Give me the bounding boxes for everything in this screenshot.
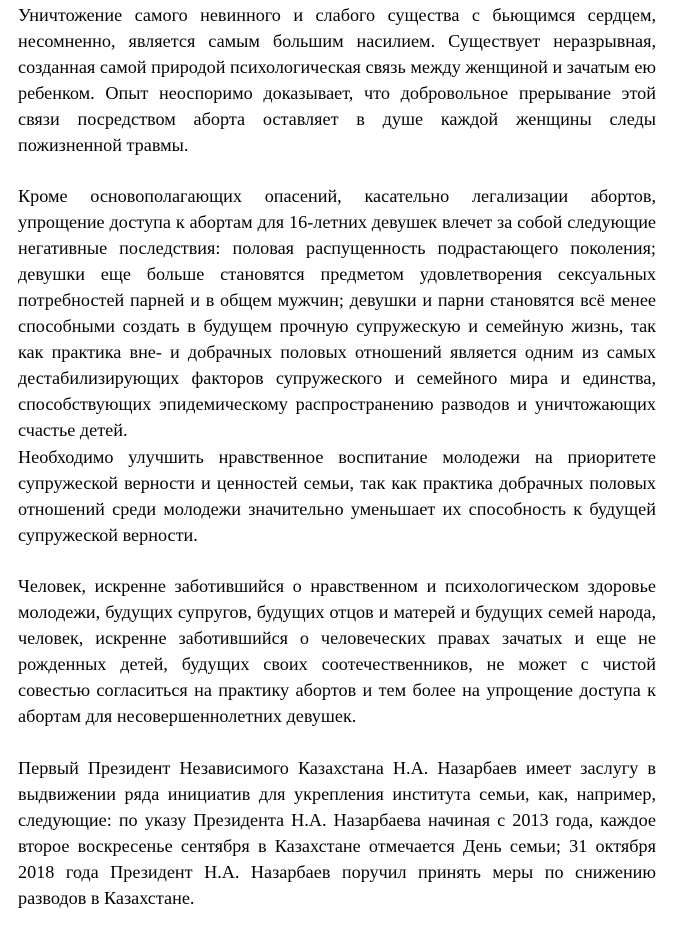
paragraph-president-initiatives: Первый Президент Независимого Казахстана Н.А. Назарбаев имеет заслугу в выдвижении ряда инициатив для укрепления института семьи, как, например, следующие: по указу Президента Н.А. Назарбаева начиная с 2013 года, каждое второе воскресенье сентября в Казахстане отмечается День семьи; 31 октября 2018 года Президент Н.А. Назарбаев поручил принять меры по снижению разводов в Казахстане. [18, 758, 656, 908]
paragraph-moral-education: Необходимо улучшить нравственное воспитание молодежи на приоритете супружеской верности и ценностей семьи, так как практика добрачных половых отношений среди молодежи значительно уменьшает их способность к будущей супружеской верности. [18, 447, 656, 545]
paragraph-concerned-person: Человек, искренне заботившийся о нравственном и психологическом здоровье молодежи, будущих супругов, будущих отцов и матерей и будущих семей народа, человек, искренне заботившийся о человеческих правах зачатых и еще не рожденных детей, будущих своих соотечественников, не может с чистой совестью согласиться на практику абортов и тем более на упрощение доступа к абортам для несовершеннолетних девушек. [18, 576, 656, 726]
paragraph-abortion-violence: Уничтожение самого невинного и слабого существа с бьющимся сердцем, несомненно, является самым большим насилием. Существует неразрывная, созданная самой природой психологическая связь между женщиной и зачатым ею ребенком. Опыт неоспоримо доказывает, что добровольное прерывание этой связи посредством аборта оставляет в душе каждой женщины следы пожизненной травмы. [18, 5, 656, 155]
paragraph-negative-consequences: Кроме основополагающих опасений, касательно легализации абортов, упрощение доступа к абортам для 16-летних девушек влечет за собой следующие негативные последствия: половая распущенность подрастающего поколения; девушки еще больше становятся предметом удовлетворения сексуальных потребностей парней и в общем мужчин; девушки и парни становятся всё менее способными создать в будущем прочную супружескую и семейную жизнь, так как практика вне- и добрачных половых отношений является одним из самых дестабилизирующих факторов супружеского и семейного мира и единства, способствующих эпидемическому распространению разводов и уничтожающих счастье детей. [18, 186, 656, 440]
